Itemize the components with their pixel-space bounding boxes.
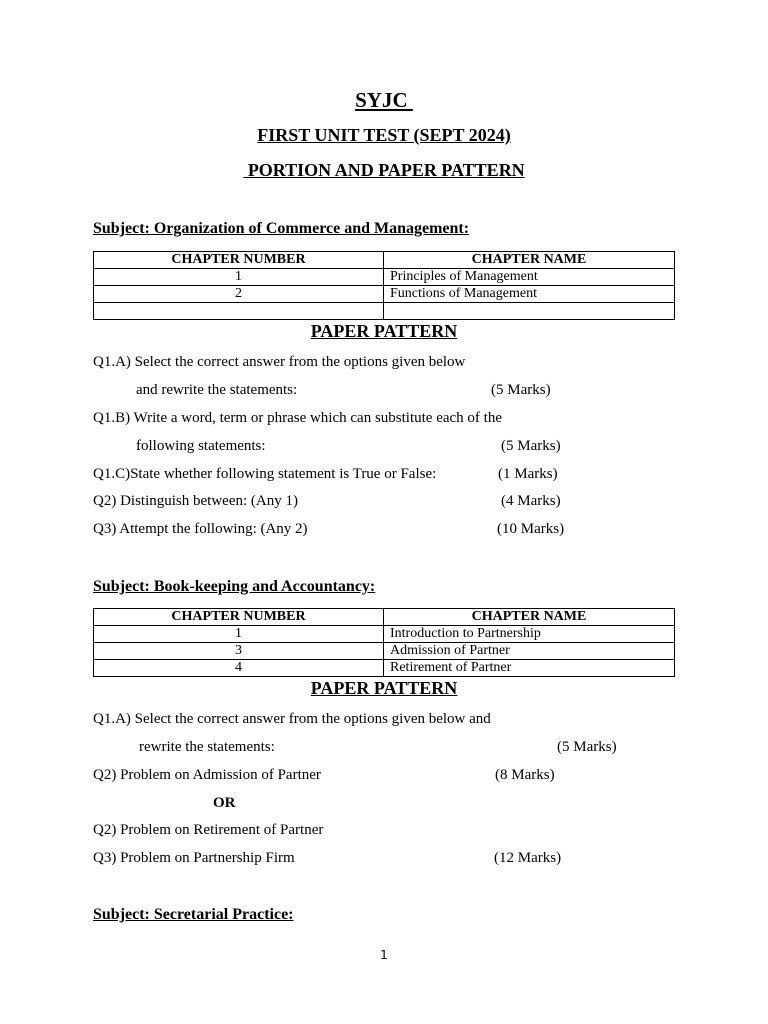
subject-heading-bk: Subject: Book-keeping and Accountancy: xyxy=(93,578,376,595)
table-row xyxy=(94,303,675,320)
question-text-continued: rewrite the statements: xyxy=(139,739,275,755)
chapter-name-cell: Admission of Partner xyxy=(384,643,675,660)
question-text: Q3) Attempt the following: (Any 2) xyxy=(93,521,308,537)
chapter-number-cell: 2 xyxy=(94,286,384,303)
column-header-chapter-number: CHAPTER NUMBER xyxy=(94,252,384,269)
or-separator: OR xyxy=(213,795,236,811)
table-row xyxy=(94,643,675,660)
chapter-name-cell: Functions of Management xyxy=(384,286,675,303)
column-header-chapter-number: CHAPTER NUMBER xyxy=(94,609,384,626)
question-text: Q1.A) Select the correct answer from the options given below xyxy=(93,354,466,370)
question-text: Q1.A) Select the correct answer from the options given below and xyxy=(93,711,491,727)
chapter-name-cell: Retirement of Partner xyxy=(384,660,675,677)
column-header-chapter-name: CHAPTER NAME xyxy=(384,609,675,626)
question-text: Q1.B) Write a word, term or phrase which can substitute each of the xyxy=(93,410,502,426)
question-text: Q2) Distinguish between: (Any 1) xyxy=(93,493,298,509)
chapter-table-bk xyxy=(93,608,675,677)
question-marks: (5 Marks) xyxy=(557,739,617,755)
chapter-number-cell: 4 xyxy=(94,660,384,677)
question-marks: (4 Marks) xyxy=(501,493,561,509)
table-header-row xyxy=(94,252,675,269)
question-text: Q1.C)State whether following statement is True or False: xyxy=(93,466,437,482)
question-marks: (12 Marks) xyxy=(494,850,562,866)
table-row xyxy=(94,626,675,643)
table-row xyxy=(94,660,675,677)
question-text-continued: following statements: xyxy=(136,438,266,454)
chapter-table-ocm xyxy=(93,251,675,320)
chapter-number-cell: 3 xyxy=(94,643,384,660)
chapter-name-cell: Principles of Management xyxy=(384,269,675,286)
table-row xyxy=(94,286,675,303)
table-header-row xyxy=(94,609,675,626)
page-number: 1 xyxy=(380,948,388,962)
paper-pattern-heading-ocm: PAPER PATTERN xyxy=(310,321,458,341)
chapter-name-cell: Introduction to Partnership xyxy=(384,626,675,643)
chapter-name-cell xyxy=(384,303,675,320)
question-text: Q3) Problem on Partnership Firm xyxy=(93,850,295,866)
column-header-chapter-name: CHAPTER NAME xyxy=(384,252,675,269)
question-marks: (5 Marks) xyxy=(491,382,551,398)
question-text: Q2) Problem on Admission of Partner xyxy=(93,767,321,783)
table-row xyxy=(94,269,675,286)
chapter-number-cell: 1 xyxy=(94,626,384,643)
test-title: FIRST UNIT TEST (SEPT 2024) xyxy=(257,125,511,145)
subject-heading-sp: Subject: Secretarial Practice: xyxy=(93,906,294,923)
chapter-number-cell: 1 xyxy=(94,269,384,286)
question-marks: (5 Marks) xyxy=(501,438,561,454)
question-text-continued: and rewrite the statements: xyxy=(136,382,298,398)
question-marks: (1 Marks) xyxy=(498,466,558,482)
paper-pattern-heading-bk: PAPER PATTERN xyxy=(310,678,458,698)
portion-heading: PORTION AND PAPER PATTERN xyxy=(243,160,525,180)
chapter-number-cell xyxy=(94,303,384,320)
question-marks: (8 Marks) xyxy=(495,767,555,783)
document-class-title: SYJC xyxy=(355,88,413,112)
question-text: Q2) Problem on Retirement of Partner xyxy=(93,822,324,838)
question-marks: (10 Marks) xyxy=(497,521,565,537)
subject-heading-ocm: Subject: Organization of Commerce and Management: xyxy=(93,220,470,237)
